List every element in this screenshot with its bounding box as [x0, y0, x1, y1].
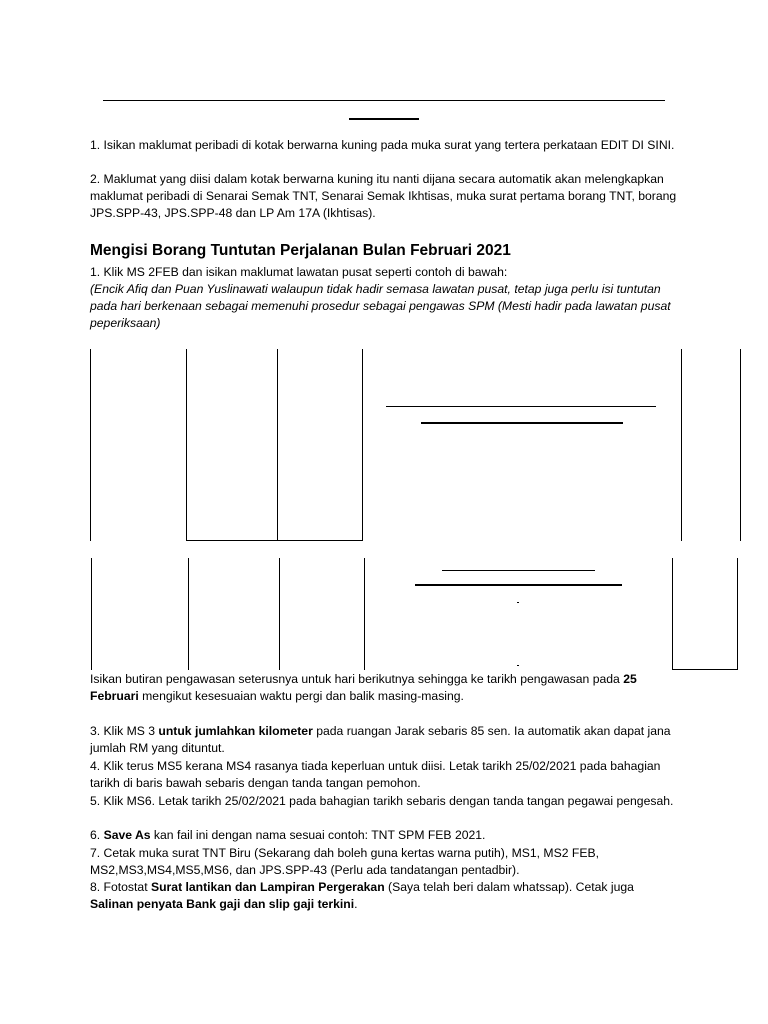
table-2-border: [737, 558, 738, 670]
step-8-b: Surat lantikan dan Lampiran Pergerakan: [150, 880, 385, 894]
step-6-a: 6.: [90, 828, 104, 842]
continue-text-a: Isikan butiran pengawasan seterusnya untuk hari berikutnya sehingga ke tarikh pengawasan pada: [90, 672, 624, 686]
table-2-border: [188, 558, 189, 670]
table-1-border: [740, 349, 741, 541]
section-heading: Mengisi Borang Tuntutan Perjalanan Bulan Februari 2021: [90, 242, 511, 259]
step-8-c: (Saya telah beri dalam whatssap). Cetak juga: [384, 880, 634, 894]
table-2-bottom: [672, 669, 738, 670]
table-1-border: [362, 349, 363, 541]
step-6: [90, 827, 680, 844]
table-1-border: [90, 349, 91, 541]
top-rule: [103, 100, 665, 101]
table-1-signature-line: [386, 406, 656, 407]
continue-date: 25 Februari: [90, 672, 637, 703]
table-2-signature-line: [415, 584, 622, 586]
step-3-a: 3. Klik MS 3: [90, 724, 159, 738]
intro-item-1: 1. Isikan maklumat peribadi di kotak berwarna kuning pada muka surat yang tertera perkataan EDIT DI SINI.: [90, 138, 675, 152]
step-1-note: (Encik Afiq dan Puan Yuslinawati walaupun tidak hadir semasa lawatan pusat, tetap juga perlu isi tuntutan pada hari berkenaan sebagai memenuhi prosedur sebagai pengawas SPM (Mesti hadir pada lawatan pusat peperiksaan): [90, 282, 671, 330]
step-3: [90, 723, 680, 757]
step-8-a: 8. Fotostat: [90, 880, 151, 894]
table-1-bottom: [186, 540, 363, 541]
table-1-signature-line: [421, 422, 623, 424]
table-1-border: [277, 349, 278, 541]
step-6-b: Save As: [103, 828, 151, 842]
step-1: 1. Klik MS 2FEB dan isikan maklumat lawatan pusat seperti contoh di bawah:: [90, 265, 508, 279]
step-4: 4. Klik terus MS5 kerana MS4 rasanya tiada keperluan untuk diisi. Letak tarikh 25/02/2021 pada bahagian tarikh di baris bawah sebaris dengan tanda tangan pemohon.: [90, 759, 661, 790]
table-1-border: [186, 349, 187, 541]
table-2-border: [91, 558, 92, 670]
table-2-border: [364, 558, 365, 670]
step-5: 5. Klik MS6. Letak tarikh 25/02/2021 pada bahagian tarikh sebaris dengan tanda tangan pegawai pengesah.: [90, 794, 674, 808]
step-7: 7. Cetak muka surat TNT Biru (Sekarang dah boleh guna kertas warna putih), MS1, MS2 FEB, MS2,MS3,MS4,MS5,MS6, dan JPS.SPP-43 (Perlu ada tandatangan pentadbir).: [90, 846, 599, 877]
step-8: [90, 879, 680, 913]
step-3-b: untuk jumlahkan kilometer: [158, 724, 313, 738]
step-8-d: Salinan penyata Bank gaji dan slip gaji terkini: [90, 897, 355, 911]
table-2-mark: [517, 665, 519, 666]
continue-instruction: [90, 671, 680, 705]
step-6-c: kan fail ini dengan nama sesuai contoh: TNT SPM FEB 2021.: [150, 828, 486, 842]
table-2-mark: [517, 602, 519, 603]
continue-text-b: mengikut kesesuaian waktu pergi dan balik masing-masing.: [138, 689, 464, 703]
step-8-e: .: [354, 897, 358, 911]
table-2-signature-line: [442, 570, 595, 571]
step-3-c: pada ruangan Jarak sebaris 85 sen. Ia automatik akan dapat jana jumlah RM yang dituntut.: [90, 724, 671, 755]
intro-item-2: 2. Maklumat yang diisi dalam kotak berwarna kuning itu nanti dijana secara automatik akan melengkapkan maklumat peribadi di Senarai Semak TNT, Senarai Semak Ikhtisas, muka surat pertama borang TNT, borang JPS.SPP-43, JPS.SPP-48 dan LP Am 17A (Ikhtisas).: [90, 172, 677, 220]
title-underline: [349, 118, 419, 120]
table-1-border: [681, 349, 682, 541]
table-2-border: [672, 558, 673, 670]
table-2-border: [279, 558, 280, 670]
